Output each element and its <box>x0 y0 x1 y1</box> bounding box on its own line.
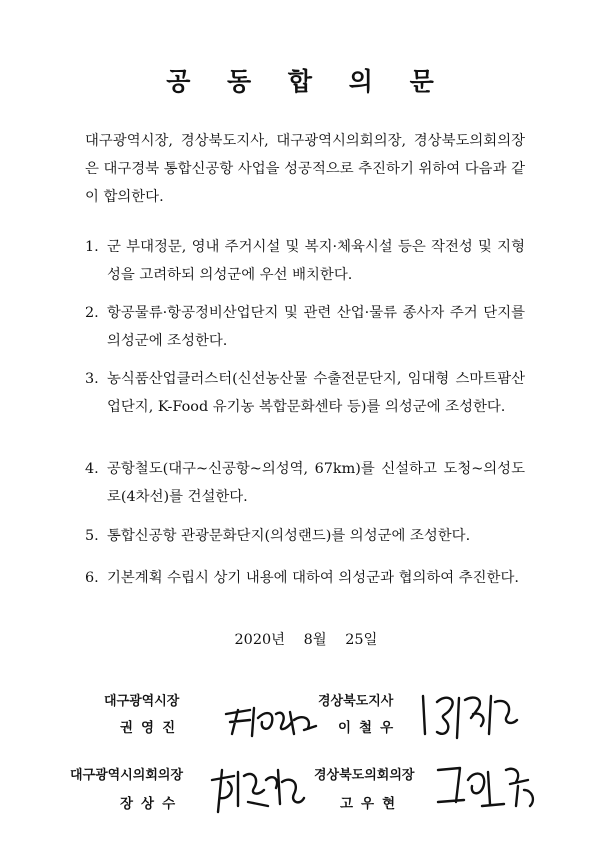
agreement-item <box>85 455 525 511</box>
signatory-role: 경상북도지사 <box>318 694 394 709</box>
agreement-date: 2020년 8월 25일 <box>234 632 378 648</box>
item-text: 항공물류·항공정비산업단지 및 관련 산업·물류 종사자 주거 단지를 의성군에 조성한다. <box>107 305 525 349</box>
signatory-role: 대구광역시장 <box>104 694 180 709</box>
signatory-name: 이철우 <box>338 720 402 736</box>
item-text: 공항철도(대구~신공항~의성역, 67km)를 신설하고 도청~의성도로(4차선)를 건설한다. <box>107 461 525 505</box>
item-number: 1. <box>85 239 99 255</box>
agreement-item <box>85 299 525 355</box>
agreement-item <box>85 233 525 289</box>
item-number: 2. <box>85 305 99 321</box>
item-text: 군 부대정문, 영내 주거시설 및 복지·체육시설 등은 작전성 및 지형성을 고려하되 의성군에 우선 배치한다. <box>107 239 525 283</box>
item-number: 5. <box>85 528 99 544</box>
signatory-name: 고우현 <box>340 796 404 812</box>
item-number: 3. <box>85 371 99 387</box>
signatory-name: 장상수 <box>120 796 184 812</box>
signature-go <box>432 760 542 812</box>
signature-lee <box>415 688 525 746</box>
signature-jang <box>208 762 308 818</box>
document-title: 공 동 합 의 문 <box>166 67 448 96</box>
agreement-item <box>85 365 525 421</box>
signatory-name: 권영진 <box>120 720 184 736</box>
item-text: 기본계획 수립시 상기 내용에 대하여 의성군과 협의하여 추진한다. <box>107 570 519 586</box>
signature-kwon <box>220 700 320 742</box>
agreement-item <box>85 522 525 550</box>
item-text: 농식품산업클러스터(신선농산물 수출전문단지, 임대형 스마트팜산업단지, K-Food 유기농 복합문화센타 등)를 의성군에 조성한다. <box>107 371 525 415</box>
signatory-role: 경상북도의회의장 <box>314 768 415 783</box>
agreement-item <box>85 564 525 592</box>
item-number: 4. <box>85 461 99 477</box>
signatory-role: 대구광역시의회의장 <box>70 768 184 783</box>
item-number: 6. <box>85 570 99 586</box>
item-text: 통합신공항 관광문화단지(의성랜드)를 의성군에 조성한다. <box>107 528 471 544</box>
intro-paragraph: 대구광역시장, 경상북도지사, 대구광역시의회의장, 경상북도의회의장은 대구경북 통합신공항 사업을 성공적으로 추진하기 위하여 다음과 같이 합의한다. <box>85 133 525 205</box>
